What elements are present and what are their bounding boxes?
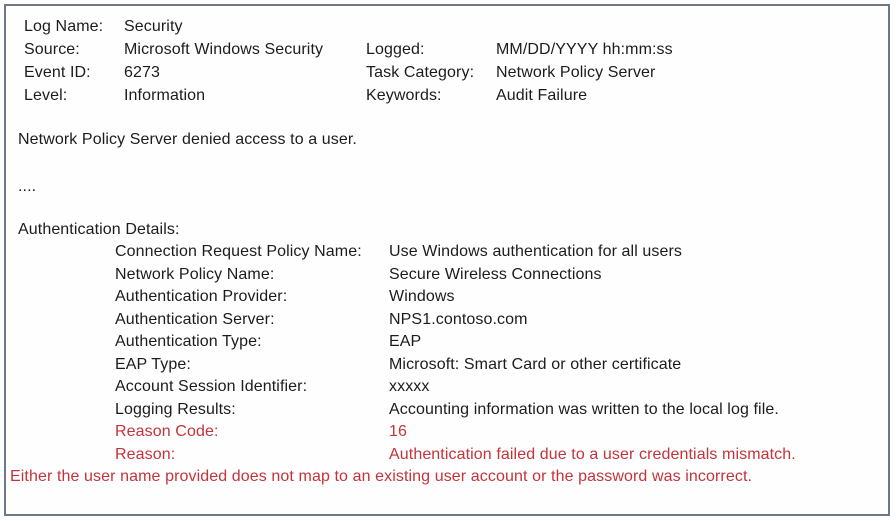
auth-detail-row: [18, 354, 880, 377]
field-value: Information: [124, 87, 206, 104]
event-log-panel: [4, 4, 890, 516]
field-value: Microsoft Windows Security: [124, 41, 324, 58]
field-value: MM/DD/YYYY hh:mm:ss: [496, 41, 673, 58]
field-label: Logged:: [366, 41, 425, 58]
event-header-row: [18, 15, 880, 38]
detail-label: Logging Results:: [115, 400, 236, 418]
auth-detail-row: [18, 264, 880, 287]
event-header-row: [18, 38, 880, 61]
auth-detail-row-reason-code: [18, 421, 880, 444]
detail-value: Secure Wireless Connections: [389, 265, 602, 283]
detail-value: Use Windows authentication for all users: [389, 243, 683, 260]
auth-details-heading: Authentication Details:: [18, 221, 180, 238]
auth-detail-row: [18, 309, 880, 332]
field-value: Network Policy Server: [496, 64, 656, 81]
field-value: Audit Failure: [496, 87, 588, 104]
detail-value: EAP: [389, 333, 422, 350]
detail-label: EAP Type:: [115, 355, 191, 373]
auth-detail-row: [18, 241, 880, 264]
detail-label: Reason:: [115, 445, 176, 463]
detail-label: Authentication Type:: [115, 333, 262, 350]
detail-label: Account Session Identifier:: [115, 378, 308, 395]
detail-value: Windows: [389, 288, 455, 305]
field-value: Security: [124, 18, 183, 35]
field-label: Source:: [24, 41, 80, 58]
auth-detail-row: [18, 331, 880, 354]
detail-value: Accounting information was written to the local log file.: [389, 400, 779, 418]
field-value: 6273: [124, 64, 160, 81]
detail-label: Authentication Provider:: [115, 288, 288, 305]
field-label: Log Name:: [24, 18, 104, 35]
detail-value: Authentication failed due to a user credentials mismatch.: [389, 445, 796, 463]
truncation-ellipsis: ....: [18, 178, 37, 195]
event-header-row: [18, 84, 880, 107]
field-label: Event ID:: [24, 64, 91, 81]
detail-value: 16: [389, 423, 407, 440]
auth-detail-row: [18, 399, 880, 422]
auth-detail-row: [18, 286, 880, 309]
field-label: [366, 15, 496, 38]
auth-detail-row-reason: [18, 444, 880, 467]
event-description: Network Policy Server denied access to a user.: [18, 131, 357, 148]
detail-value: NPS1.contoso.com: [389, 310, 528, 328]
field-label: Task Category:: [366, 64, 475, 81]
detail-value: xxxxx: [389, 378, 430, 395]
reason-explanation: Either the user name provided does not map to an existing user account or the password was incorrect.: [10, 468, 753, 485]
detail-label: Authentication Server:: [115, 310, 275, 328]
field-label: Keywords:: [366, 87, 442, 104]
field-label: Level:: [24, 87, 68, 104]
detail-value: Microsoft: Smart Card or other certificate: [389, 355, 682, 373]
detail-label: Network Policy Name:: [115, 265, 275, 283]
event-log-content: [6, 6, 888, 514]
auth-detail-row: [18, 376, 880, 399]
detail-label: Reason Code:: [115, 423, 219, 440]
field-value: [496, 15, 880, 38]
event-header-row: [18, 61, 880, 84]
detail-label: Connection Request Policy Name:: [115, 243, 362, 260]
